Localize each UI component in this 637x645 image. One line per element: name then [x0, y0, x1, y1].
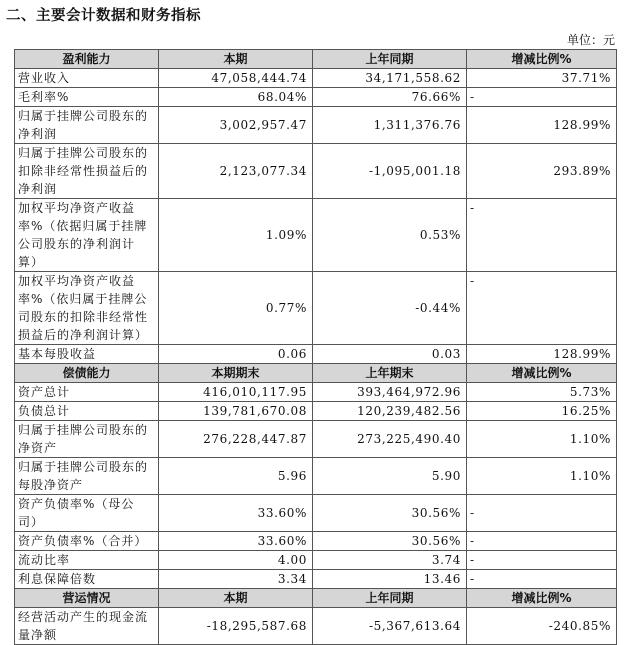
row-label: 归属于挂牌公司股东的每股净资产	[15, 458, 159, 495]
change-value: -	[467, 495, 617, 532]
prior-value: 5.90	[313, 458, 467, 495]
current-value: 5.96	[159, 458, 313, 495]
change-value: -	[467, 570, 617, 589]
financial-indicators-table	[14, 49, 617, 645]
table-row	[15, 88, 617, 107]
current-value: 3.34	[159, 570, 313, 589]
current-value: 0.77%	[159, 272, 313, 345]
prior-value: 76.66%	[313, 88, 467, 107]
table-row	[15, 69, 617, 88]
current-value: 276,228,447.87	[159, 421, 313, 458]
row-label: 经营活动产生的现金流量净额	[15, 608, 159, 645]
current-value: -18,295,587.68	[159, 608, 313, 645]
section-heading: 二、主要会计数据和财务指标	[6, 8, 201, 24]
prior-value: 30.56%	[313, 532, 467, 551]
row-label: 归属于挂牌公司股东的净利润	[15, 107, 159, 144]
change-value: -240.85%	[467, 608, 617, 645]
current-value: 33.60%	[159, 532, 313, 551]
change-value: -	[467, 88, 617, 107]
current-value: 0.06	[159, 345, 313, 364]
column-header: 增减比例%	[467, 589, 617, 608]
prior-value: 120,239,482.56	[313, 402, 467, 421]
table-row	[15, 608, 617, 645]
row-label: 资产负债率%（合并）	[15, 532, 159, 551]
current-value: 416,010,117.95	[159, 383, 313, 402]
row-label: 资产总计	[15, 383, 159, 402]
change-value: 128.99%	[467, 345, 617, 364]
current-value: 33.60%	[159, 495, 313, 532]
table-row	[15, 421, 617, 458]
table-row	[15, 402, 617, 421]
table-body	[15, 50, 617, 645]
current-value: 3,002,957.47	[159, 107, 313, 144]
section-header-row	[15, 50, 617, 69]
column-header: 增减比例%	[467, 50, 617, 69]
current-value: 68.04%	[159, 88, 313, 107]
column-header: 本期	[159, 50, 313, 69]
prior-value: 0.03	[313, 345, 467, 364]
change-value: 37.71%	[467, 69, 617, 88]
row-label: 负债总计	[15, 402, 159, 421]
change-value: 293.89%	[467, 144, 617, 199]
row-label: 基本每股收益	[15, 345, 159, 364]
prior-value: 34,171,558.62	[313, 69, 467, 88]
prior-value: -5,367,613.64	[313, 608, 467, 645]
change-value: 1.10%	[467, 421, 617, 458]
table-row	[15, 345, 617, 364]
table-row	[15, 383, 617, 402]
row-label: 利息保障倍数	[15, 570, 159, 589]
column-header: 本期	[159, 589, 313, 608]
change-value: 128.99%	[467, 107, 617, 144]
column-header: 偿债能力	[15, 364, 159, 383]
row-label: 归属于挂牌公司股东的净资产	[15, 421, 159, 458]
change-value: -	[467, 199, 617, 272]
column-header: 上年期末	[313, 364, 467, 383]
table-row	[15, 107, 617, 144]
table-row	[15, 551, 617, 570]
column-header: 上年同期	[313, 50, 467, 69]
change-value: 5.73%	[467, 383, 617, 402]
prior-value: -0.44%	[313, 272, 467, 345]
prior-value: 273,225,490.40	[313, 421, 467, 458]
current-value: 47,058,444.74	[159, 69, 313, 88]
prior-value: 1,311,376.76	[313, 107, 467, 144]
change-value: -	[467, 551, 617, 570]
row-label: 加权平均净资产收益率%（依归属于挂牌公司股东的扣除非经常性损益后的净利润计算）	[15, 272, 159, 345]
column-header: 增减比例%	[467, 364, 617, 383]
change-value: 1.10%	[467, 458, 617, 495]
prior-value: 30.56%	[313, 495, 467, 532]
table-row	[15, 144, 617, 199]
section-header-row	[15, 589, 617, 608]
row-label: 流动比率	[15, 551, 159, 570]
row-label: 毛利率%	[15, 88, 159, 107]
column-header: 盈利能力	[15, 50, 159, 69]
change-value: -	[467, 272, 617, 345]
row-label: 加权平均净资产收益率%（依据归属于挂牌公司股东的净利润计算）	[15, 199, 159, 272]
current-value: 2,123,077.34	[159, 144, 313, 199]
unit-label: 单位：元	[566, 33, 615, 47]
table-row	[15, 199, 617, 272]
prior-value: 0.53%	[313, 199, 467, 272]
current-value: 1.09%	[159, 199, 313, 272]
section-header-row	[15, 364, 617, 383]
prior-value: 13.46	[313, 570, 467, 589]
change-value: 16.25%	[467, 402, 617, 421]
table-row	[15, 458, 617, 495]
row-label: 营业收入	[15, 69, 159, 88]
current-value: 139,781,670.08	[159, 402, 313, 421]
column-header: 本期期末	[159, 364, 313, 383]
table-row	[15, 495, 617, 532]
row-label: 资产负债率%（母公司）	[15, 495, 159, 532]
column-header: 上年同期	[313, 589, 467, 608]
prior-value: -1,095,001.18	[313, 144, 467, 199]
row-label: 归属于挂牌公司股东的扣除非经常性损益后的净利润	[15, 144, 159, 199]
column-header: 营运情况	[15, 589, 159, 608]
change-value: -	[467, 532, 617, 551]
table-row	[15, 570, 617, 589]
prior-value: 393,464,972.96	[313, 383, 467, 402]
prior-value: 3.74	[313, 551, 467, 570]
table-row	[15, 532, 617, 551]
current-value: 4.00	[159, 551, 313, 570]
table-row	[15, 272, 617, 345]
